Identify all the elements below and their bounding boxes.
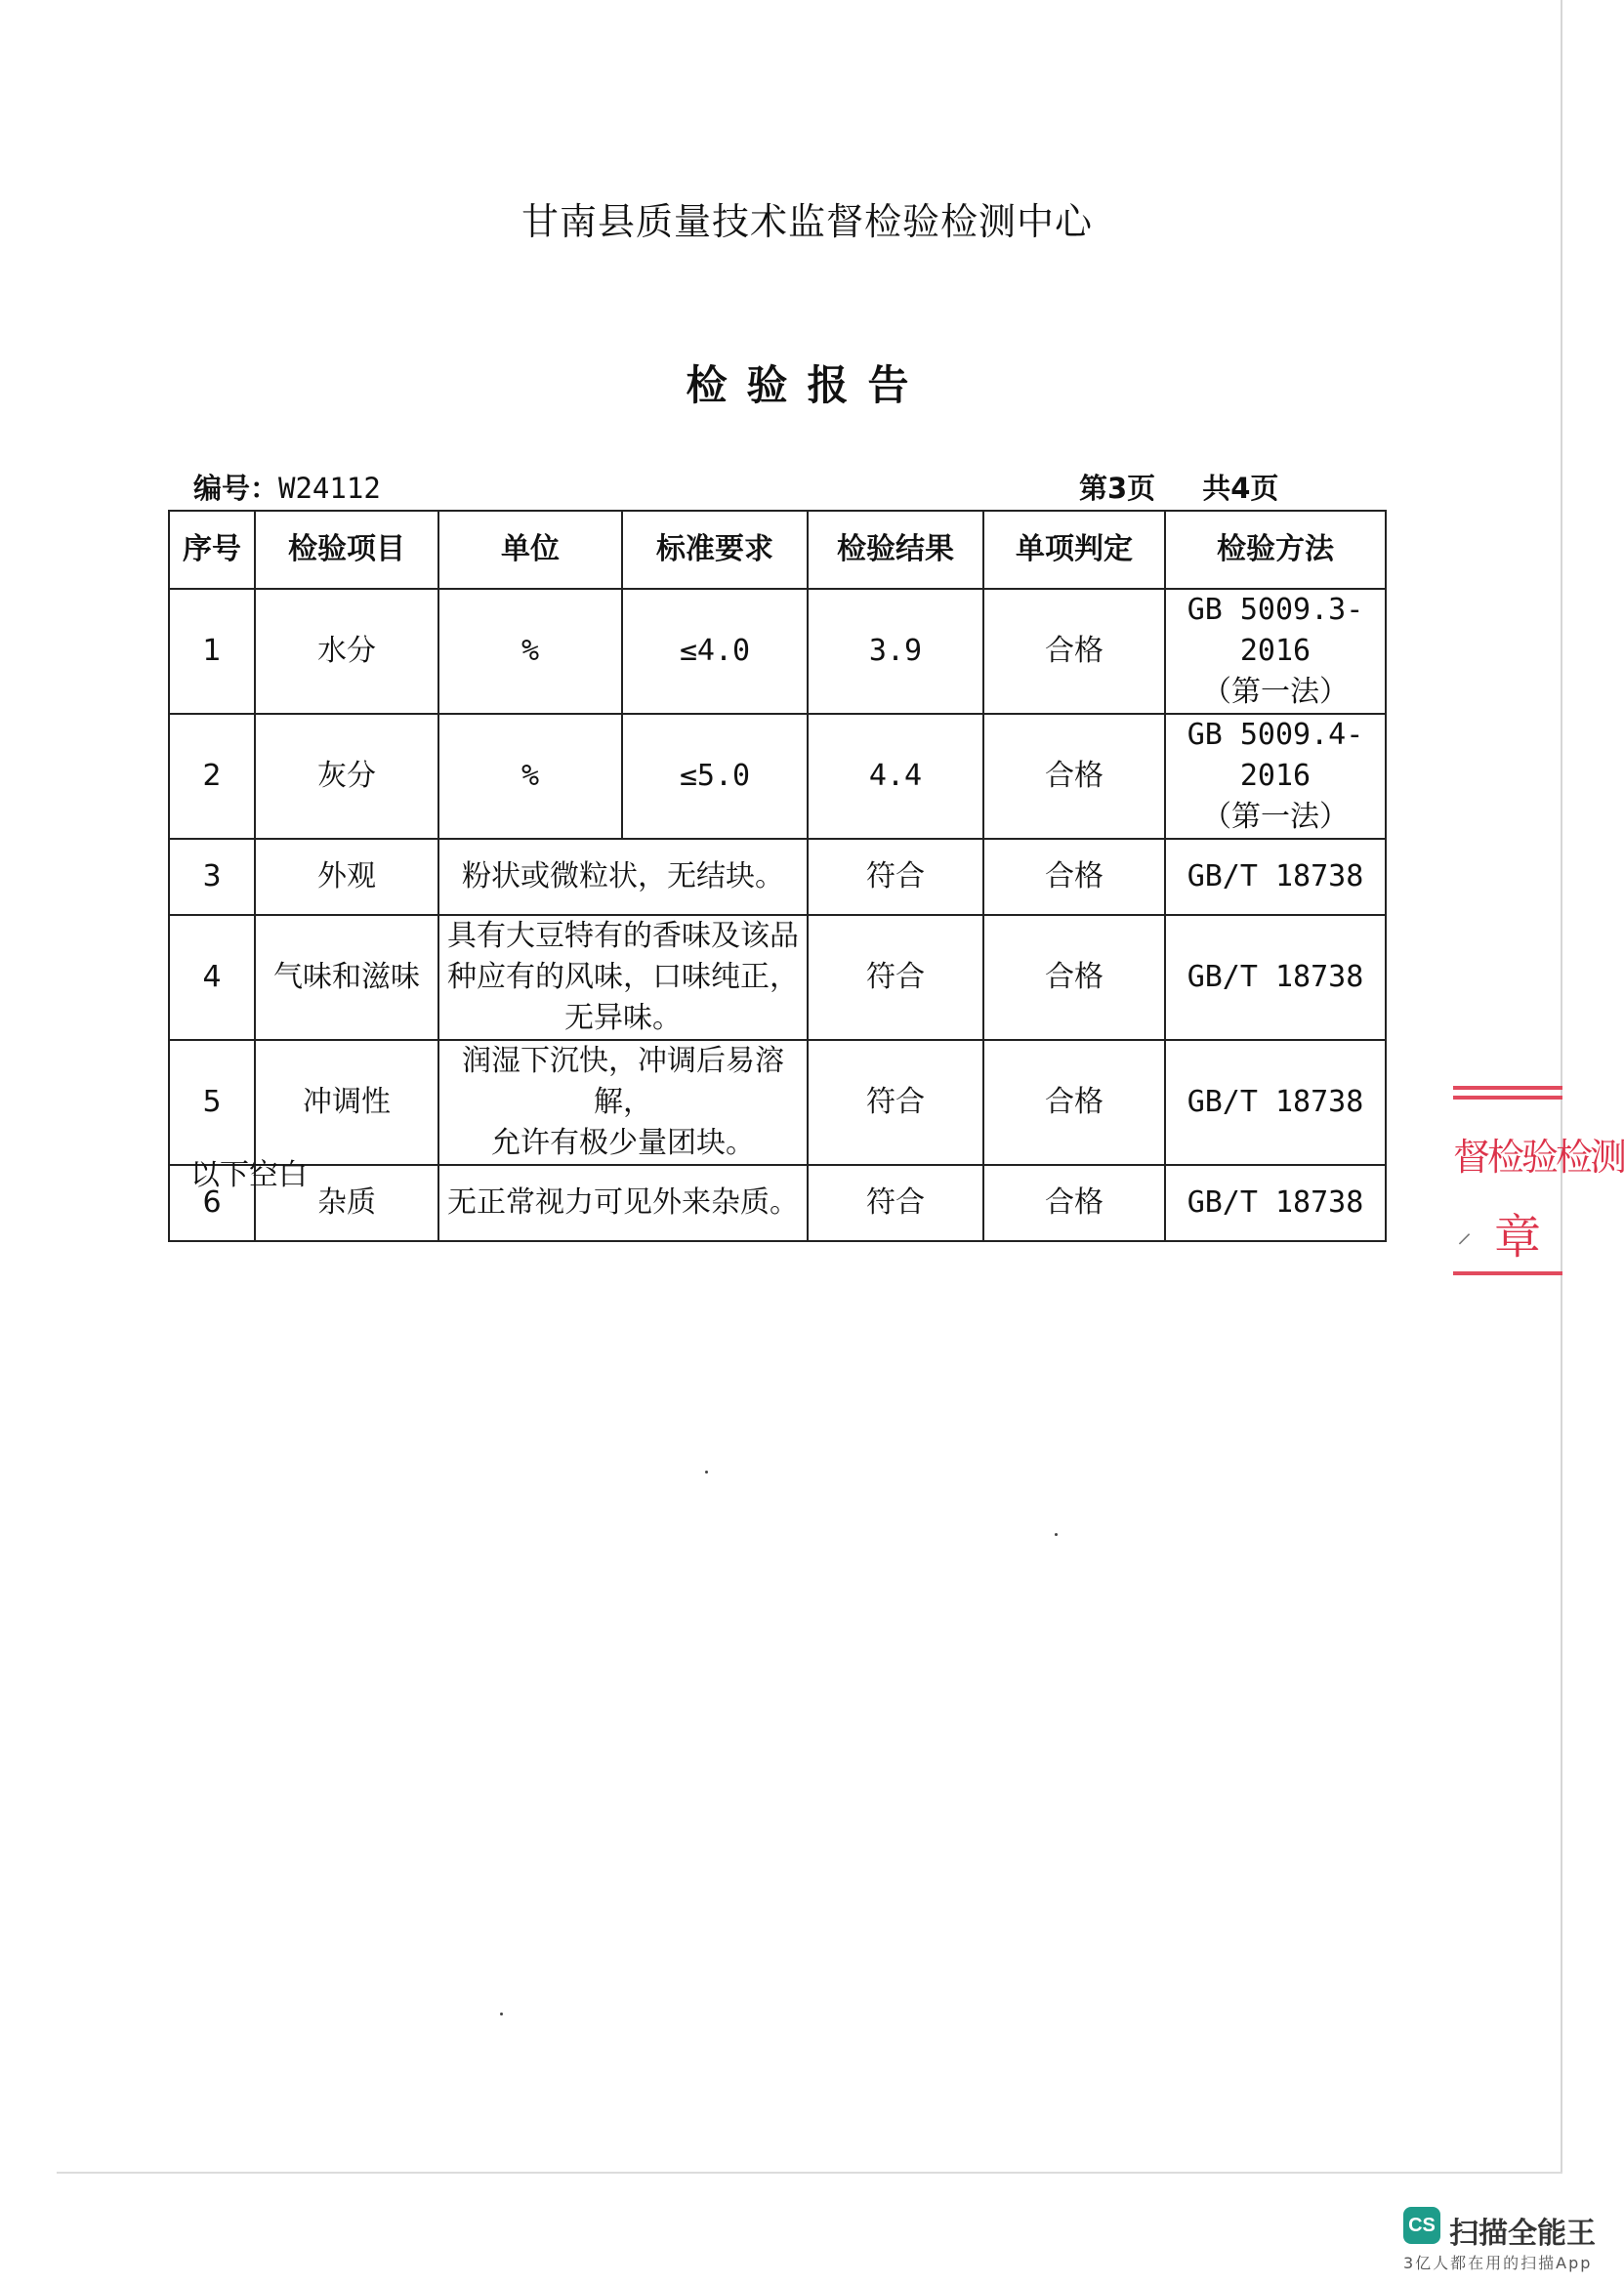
cell-result: 符合 [808, 1040, 983, 1165]
page-indicator [1079, 467, 1325, 507]
inspection-table [168, 510, 1387, 1242]
cell-no: 2 [169, 714, 255, 839]
column-header: 单项判定 [983, 511, 1165, 589]
cell-no: 3 [169, 839, 255, 915]
cell-no: 1 [169, 589, 255, 714]
report-title: 检验报告 [686, 361, 929, 409]
official-seal-fragment [1453, 1086, 1624, 1277]
requirement-line: 具有大豆特有的香味及该品 [447, 919, 799, 953]
table-row [169, 915, 1386, 1040]
column-header: 单位 [438, 511, 622, 589]
cell-method [1165, 714, 1386, 839]
report-number [193, 467, 381, 507]
method-line: （第一法） [1202, 800, 1349, 834]
report-number-value: W24112 [278, 472, 381, 505]
cell-requirement [438, 1040, 808, 1165]
cell-result: 3.9 [808, 589, 983, 714]
cell-verdict: 合格 [983, 714, 1165, 839]
column-header: 标准要求 [622, 511, 808, 589]
cell-verdict: 合格 [983, 1165, 1165, 1241]
scan-speck [705, 1471, 708, 1474]
column-header: 检验结果 [808, 511, 983, 589]
cell-unit: % [438, 589, 622, 714]
table-row [169, 1165, 1386, 1241]
cell-requirement: ≤4.0 [622, 589, 808, 714]
cell-method: GB/T 18738 [1165, 839, 1386, 915]
scan-speck [500, 2013, 503, 2015]
seal-border [1453, 1086, 1562, 1090]
seal-border [1453, 1096, 1562, 1100]
cell-item: 气味和滋味 [255, 915, 438, 1040]
cell-requirement [438, 915, 808, 1040]
cell-method: GB/T 18738 [1165, 915, 1386, 1040]
page-current: 第3页 [1079, 472, 1156, 505]
scan-speck [1055, 1533, 1058, 1536]
blank-below-note: 以下空白 [190, 1158, 308, 1192]
column-header: 序号 [169, 511, 255, 589]
cell-verdict: 合格 [983, 915, 1165, 1040]
cell-no: 4 [169, 915, 255, 1040]
cell-method [1165, 589, 1386, 714]
cell-method: GB/T 18738 [1165, 1165, 1386, 1241]
camscanner-app-name: 扫描全能王 [1449, 2217, 1596, 2251]
seal-border [1453, 1271, 1562, 1275]
camscanner-logo-icon: CS [1403, 2207, 1440, 2244]
column-header: 检验项目 [255, 511, 438, 589]
seal-mark: ⸝ [1457, 1216, 1472, 1250]
organization-title: 甘南县质量技术监督检验检测中心 [521, 200, 1093, 243]
cell-item: 外观 [255, 839, 438, 915]
cell-requirement: 粉状或微粒状，无结块。 [438, 839, 808, 915]
column-header: 检验方法 [1165, 511, 1386, 589]
report-number-label: 编号： [193, 472, 279, 505]
cell-result: 符合 [808, 1165, 983, 1241]
cell-verdict: 合格 [983, 1040, 1165, 1165]
seal-text: 督检验检测 [1453, 1136, 1624, 1179]
requirement-line: 润湿下沉快，冲调后易溶解， [462, 1044, 784, 1119]
cell-result: 符合 [808, 839, 983, 915]
cell-item: 冲调性 [255, 1040, 438, 1165]
table-row [169, 1040, 1386, 1165]
requirement-line: 种应有的风味，口味纯正， [447, 960, 799, 994]
table-header-row [169, 511, 1386, 589]
cell-item: 水分 [255, 589, 438, 714]
cell-item: 杂质 [255, 1165, 438, 1241]
cell-verdict: 合格 [983, 589, 1165, 714]
cell-unit: % [438, 714, 622, 839]
camscanner-tagline: 3亿人都在用的扫描App [1403, 2254, 1593, 2272]
method-line: GB 5009.3-2016 [1187, 593, 1364, 668]
cell-result: 符合 [808, 915, 983, 1040]
cell-no: 6 [169, 1165, 255, 1241]
requirement-line: 允许有极少量团块。 [491, 1126, 755, 1160]
cell-item: 灰分 [255, 714, 438, 839]
page-total: 共4页 [1202, 472, 1279, 505]
method-line: GB 5009.4-2016 [1187, 718, 1364, 793]
table-row [169, 714, 1386, 839]
cell-result: 4.4 [808, 714, 983, 839]
seal-text: 章 [1494, 1210, 1542, 1265]
table-row [169, 589, 1386, 714]
cell-requirement: ≤5.0 [622, 714, 808, 839]
cell-verdict: 合格 [983, 839, 1165, 915]
cell-requirement: 无正常视力可见外来杂质。 [438, 1165, 808, 1241]
cell-method: GB/T 18738 [1165, 1040, 1386, 1165]
table-row [169, 839, 1386, 915]
method-line: （第一法） [1202, 675, 1349, 709]
requirement-line: 无异味。 [564, 1001, 682, 1035]
scan-edge-bottom [57, 2172, 1562, 2174]
cell-no: 5 [169, 1040, 255, 1165]
